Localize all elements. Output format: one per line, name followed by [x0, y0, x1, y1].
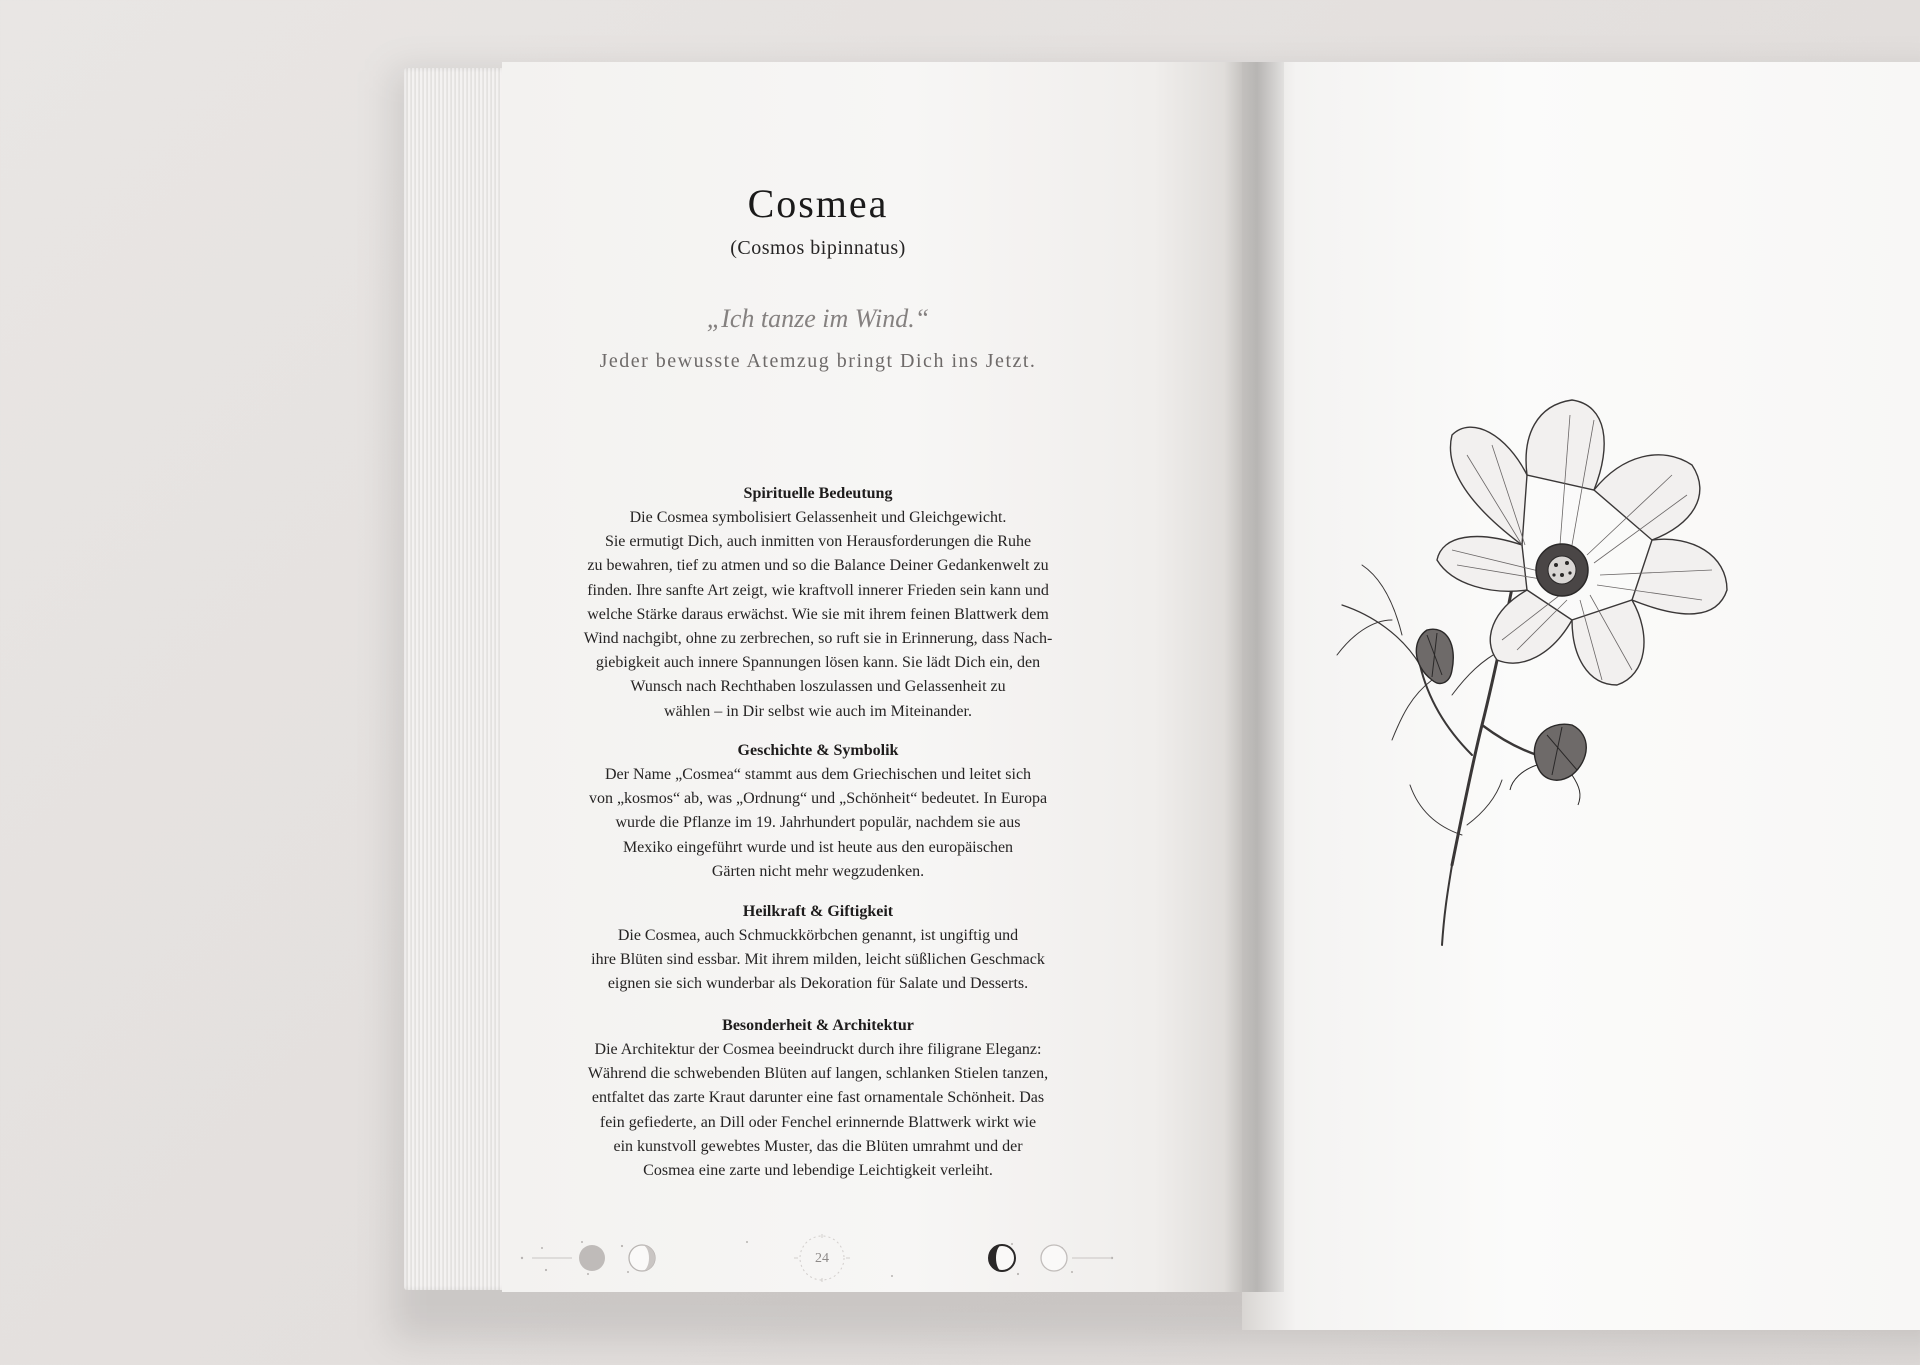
- section-heading: Besonderheit & Architektur: [722, 1017, 914, 1034]
- latin-name: (Cosmos bipinnatus): [730, 237, 906, 259]
- page-footer: [512, 1234, 1132, 1284]
- section-architecture: [508, 1014, 1128, 1183]
- book-gutter: [1224, 62, 1284, 1292]
- quote: „Ich tanze im Wind.“: [706, 304, 930, 333]
- section-heading: Heilkraft & Giftigkeit: [742, 903, 894, 920]
- page-edges: [404, 68, 506, 1290]
- page-number: 24: [815, 1251, 829, 1266]
- section-history-symbolism: [508, 739, 1128, 884]
- section-spiritual-meaning: [508, 482, 1128, 724]
- section-healing-toxicity: [508, 900, 1128, 997]
- section-body: Die Cosmea symbolisiert Gelassenheit und Gleichgewicht. Sie ermutigt Dich, auch inmitten von Herausforderungen die Ruhe zu bewahren, tief zu atmen und so die Balance Deiner Gedankenwelt zu finden. Ihre sanfte Art zeigt, wie kraftvoll innerer Frieden sein kann und welche Stärke daraus erwächst. Wie sie mit ihrem feinen Blattwerk dem Wind nachgibt, ohne zu zerbrechen, so ruft sie in Erinnerung, dass Nach- giebigkeit auch innere Spannungen lösen kann. Sie lädt Dich ein, den Wunsch nach Rechthaben loszulassen und Gelassenheit zu wählen – in Dir selbst wie auch im Miteinander.: [583, 509, 1053, 720]
- waxing-moon-icon: [629, 1245, 655, 1271]
- section-heading: Geschichte & Symbolik: [737, 742, 899, 759]
- full-moon-icon: [579, 1245, 605, 1271]
- section-body: Die Architektur der Cosmea beeindruckt durch ihre filigrane Eleganz: Während die schwebenden Blüten auf langen, schlanken Stielen tanzen, entfaltet das zarte Kraut darunter eine fast ornamentale Schönheit. Das fein gefiederte, an Dill oder Fenchel erinnernde Blattwerk wirkt wie ein kunstvoll gewebtes Muster, das die Blüten umrahmt und der Cosmea eine zarte und lebendige Leichtigkeit verleiht.: [587, 1041, 1049, 1180]
- affirmation: Jeder bewusste Atemzug bringt Dich ins Jetzt.: [599, 350, 1037, 372]
- cosmos-flower-drawing: [1332, 395, 1852, 955]
- section-body: Die Cosmea, auch Schmuckkörbchen genannt, ist ungiftig und ihre Blüten sind essbar. Mit ihrem milden, leicht süßlichen Geschmack eignen sie sich wunderbar als Dekoration für Salate und Desserts.: [591, 927, 1045, 993]
- page-title: Cosmea: [747, 181, 889, 226]
- section-heading: Spirituelle Bedeutung: [743, 485, 893, 502]
- half-moon-icon: [989, 1245, 1015, 1271]
- new-moon-icon: [1041, 1245, 1067, 1271]
- section-body: Der Name „Cosmea“ stammt aus dem Griechischen und leitet sich von „kosmos“ ab, was „Ordnung“ und „Schönheit“ bedeutet. In Europa wurde die Pflanze im 19. Jahrhundert populär, nachdem sie aus Mexiko eingeführt wurde und ist heute aus den europäischen Gärten nicht mehr wegzudenken.: [588, 766, 1048, 880]
